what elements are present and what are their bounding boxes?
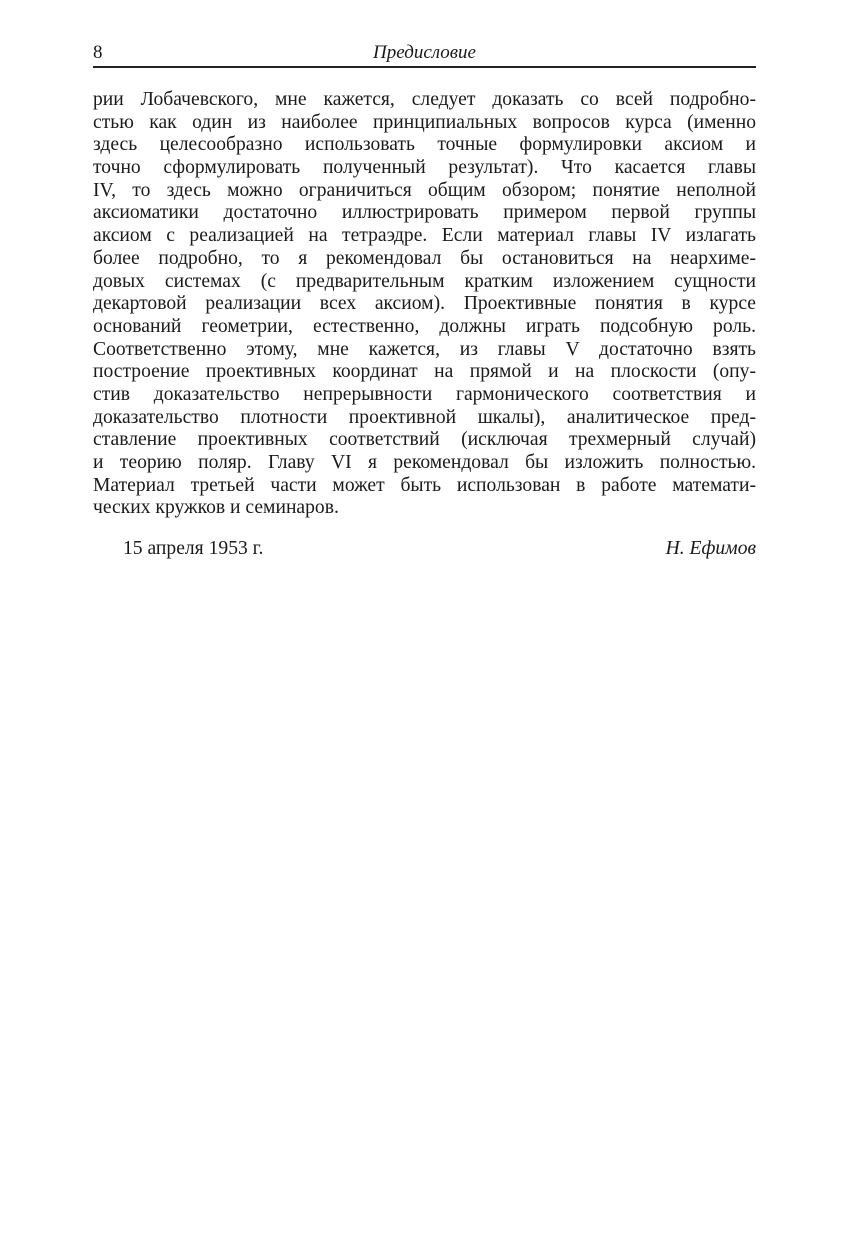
body-paragraph: [93, 89, 756, 520]
text-line: декартовой реализации всех аксиом). Проективные понятия в курсе: [93, 293, 756, 315]
text-line: аксиоматики достаточно иллюстрировать примером первой группы: [93, 202, 756, 224]
preface-date: 15 апреля 1953 г.: [123, 538, 264, 559]
text-line: здесь целесообразно использовать точные формулировки аксиом и: [93, 134, 756, 156]
text-line: и теорию поляр. Главу VI я рекомендовал бы изложить полностью.: [93, 452, 756, 473]
text-line: ческих кружков и семинаров.: [93, 497, 339, 519]
running-title: Предисловие: [373, 42, 476, 63]
text-line: построение проективных координат на прямой и на плоскости (опу-: [93, 361, 756, 383]
page-number: 8: [93, 42, 103, 63]
text-line: IV, то здесь можно ограничиться общим обзором; понятие неполной: [93, 179, 756, 201]
author-signature: Н. Ефимов: [665, 538, 756, 559]
text-line: доказательство плотности проективной шкалы), аналитическое пред-: [93, 406, 756, 428]
text-line: ставление проективных соответствий (исключая трехмерный случай): [93, 429, 756, 451]
text-line: точно сформулировать полученный результат). Что касается главы: [93, 157, 756, 179]
text-line: рии Лобачевского, мне кажется, следует доказать со всей подробно-: [93, 89, 756, 110]
text-line: более подробно, то я рекомендовал бы остановиться на неархиме-: [93, 247, 756, 269]
text-line: Соответственно этому, мне кажется, из главы V достаточно взять: [93, 338, 756, 360]
text-line: стью как один из наиболее принципиальных вопросов курса (именно: [93, 111, 756, 133]
text-line: аксиом с реализацией на тетраэдре. Если материал главы IV излагать: [93, 225, 756, 247]
text-line: оснований геометрии, естественно, должны играть подсобную роль.: [93, 315, 756, 337]
text-line: довых системах (с предварительным кратким изложением сущности: [93, 270, 756, 292]
text-line: Материал третьей части может быть использован в работе математи-: [93, 474, 756, 496]
running-head: [93, 40, 756, 68]
text-line: стив доказательство непрерывности гармонического соответствия и: [93, 383, 756, 405]
